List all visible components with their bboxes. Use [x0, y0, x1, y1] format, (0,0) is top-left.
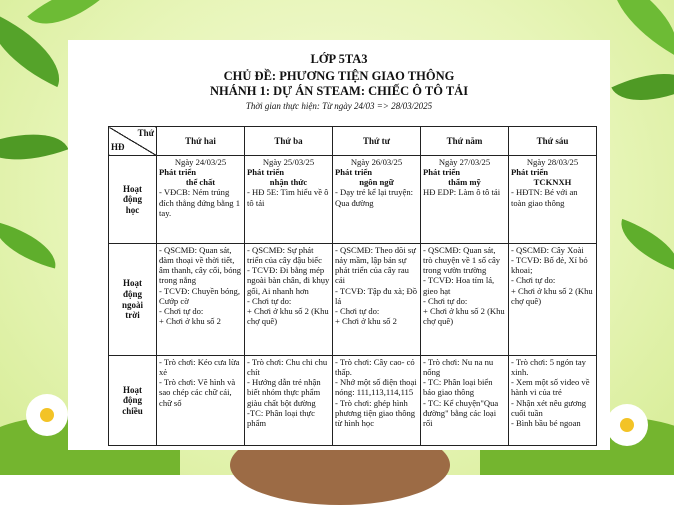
- activity-label-word: động: [122, 288, 142, 299]
- day-header: Thứ ba: [245, 127, 333, 156]
- cell-line: + Chơi ở khu số 2 (Khu chợ quê): [247, 305, 329, 326]
- cell-line: - TCVĐ: Đi bằng mép ngoài bàn chân, đi khụy gối, Ai nhanh hơn: [247, 265, 330, 296]
- period-text: Thời gian thực hiện: Từ ngày 24/03 => 28/03/2025: [245, 101, 433, 111]
- cell-subtitle: ngôn ngữ: [359, 177, 394, 188]
- cell-line: - QSCMĐ: Quan sát, đàm thoại về thời tiết, âm thanh, cây cối, bóng trong nắng: [159, 245, 242, 286]
- schedule-cell: [421, 244, 509, 356]
- schedule-cell: [157, 244, 245, 356]
- flower-decoration: [612, 410, 642, 440]
- cell-date: Ngày 26/03/25: [350, 157, 403, 167]
- cell-line: - Bình bầu bé ngoan: [511, 417, 581, 428]
- cell-line: HĐ EDP: Làm ô tô tải: [423, 187, 501, 198]
- cell-line: - QSCMĐ: Theo dõi sự nảy mầm, lập bản sự phát triển của cây rau cải: [335, 245, 416, 286]
- cell-title: Phát triển: [159, 167, 196, 178]
- cell-line: - TCVĐ: Bố đẻ, Xỉ bỏ khoai;: [511, 255, 588, 276]
- flower-decoration: [32, 400, 62, 430]
- schedule-cell: [245, 356, 333, 446]
- cell-line: - Chơi tự do:: [511, 275, 556, 286]
- cell-line: - TC: Kể chuyện"Qua đường" bằng các loại rối: [423, 397, 499, 428]
- schedule-cell: [509, 156, 597, 244]
- activity-label-word: Hoạt: [123, 384, 142, 395]
- schedule-cell: [421, 156, 509, 244]
- cell-line: - Trò chơi: Chu chi chu chít: [247, 357, 328, 378]
- cell-line: - Trò chơi: Vẽ hình và sao chép các chữ cái, chữ số: [159, 377, 236, 408]
- activity-label: [109, 156, 157, 244]
- cell-date: Ngày 27/03/25: [438, 157, 491, 167]
- cell-line: + Chơi ở khu số 2: [159, 315, 221, 326]
- cell-subtitle: thể chất: [185, 177, 216, 188]
- activity-label-word: học: [125, 204, 140, 215]
- cell-date: Ngày 28/03/25: [526, 157, 579, 167]
- cell-line: - QSCMĐ: Quan sát, trò chuyện về 1 số cây trong vườn trường: [423, 245, 501, 276]
- cell-line: - Trò chơi: Kéo cưa lừa xẻ: [159, 357, 240, 378]
- cell-line: + Chơi ở khu số 2 (Khu chợ quê): [423, 305, 505, 326]
- branch-title: NHÁNH 1: DỰ ÁN STEAM: CHIẾC Ô TÔ TẢI: [209, 84, 469, 98]
- cell-line: - Chơi tự do:: [423, 295, 468, 306]
- table-header-row: [109, 127, 597, 156]
- cell-line: - TCVĐ: Chuyền bóng, Cướp cờ: [159, 285, 241, 306]
- activity-label-word: Hoạt: [123, 183, 142, 194]
- activity-label-word: động: [122, 194, 142, 205]
- cell-line: - Dạy trẻ kể lại truyện: Qua đường: [335, 187, 414, 208]
- schedule-cell: [509, 356, 597, 446]
- cell-line: + Chơi ở khu số 2: [335, 315, 397, 326]
- theme-title: CHỦ ĐỀ: PHƯƠNG TIỆN GIAO THÔNG: [223, 69, 455, 83]
- day-header: Thứ tư: [333, 127, 421, 156]
- day-header: Thứ năm: [421, 127, 509, 156]
- day-header: Thứ sáu: [509, 127, 597, 156]
- schedule-cell: [333, 156, 421, 244]
- schedule-cell: [333, 356, 421, 446]
- cell-line: - HĐ 5E: Tìm hiểu về ô tô tải: [247, 187, 329, 208]
- cell-line: - Trò chơi: Cây cao- cỏ thấp.: [335, 357, 415, 378]
- schedule-sheet: [68, 40, 610, 450]
- activity-label-word: động: [122, 395, 142, 406]
- cell-title: Phát triển: [247, 167, 284, 178]
- cell-line: - Chơi tự do:: [159, 305, 204, 316]
- schedule-cell: [509, 244, 597, 356]
- schedule-cell: [157, 356, 245, 446]
- cell-line: - TCVĐ: Hoa tím lá, gieo hạt: [423, 275, 495, 296]
- cell-date: Ngày 24/03/25: [174, 157, 227, 167]
- cell-line: - Chơi tự do:: [335, 305, 380, 316]
- cell-date: Ngày 25/03/25: [262, 157, 315, 167]
- schedule-cell: [333, 244, 421, 356]
- cell-line: - Trò chơi: 5 ngón tay xinh.: [511, 357, 586, 378]
- cell-line: - TCVĐ: Tập đu xà; Đồ lá: [335, 285, 418, 306]
- table-row: [109, 244, 597, 356]
- cell-title: Phát triển: [511, 167, 548, 178]
- activity-label-word: chiều: [122, 405, 143, 416]
- corner-cell: [109, 127, 157, 156]
- corner-top-label: Thứ: [137, 128, 154, 138]
- cell-line: - Trò chơi: ghép hình phương tiện giao thông từ hình học: [335, 397, 416, 428]
- corner-bottom-label: HĐ: [111, 142, 125, 153]
- cell-line: - Nhận xét nêu gương cuối tuần: [511, 397, 587, 418]
- schedule-cell: [157, 156, 245, 244]
- activity-label: [109, 356, 157, 446]
- activity-label-word: trời: [125, 310, 140, 321]
- cell-title: Phát triển: [335, 167, 372, 178]
- schedule-cell: [245, 156, 333, 244]
- cell-line: - TC: Phân loại biển báo giao thông: [423, 377, 493, 398]
- cell-line: - QSCMĐ: Cây Xoài: [511, 245, 584, 255]
- day-header: Thứ hai: [157, 127, 245, 156]
- cell-subtitle: thẩm mỹ: [448, 177, 481, 188]
- cell-subtitle: TCKNXH: [533, 177, 572, 188]
- cell-line: - Hướng dẫn trẻ nhận biết nhóm thực phẩm giàu chất bột đường: [247, 377, 321, 408]
- cell-subtitle: nhận thức: [269, 177, 308, 188]
- activity-label-word: ngoài: [121, 299, 143, 310]
- class-name: LỚP 5TA3: [310, 52, 368, 66]
- cell-line: + Chơi ở khu số 2 (Khu chợ quê): [511, 285, 593, 306]
- cell-line: - HĐTN: Bé với an toàn giao thông: [511, 187, 578, 208]
- activity-label: [109, 244, 157, 356]
- schedule-cell: [245, 244, 333, 356]
- cell-line: -TC: Phân loại thực phẩm: [247, 407, 315, 428]
- schedule-table: [108, 126, 597, 446]
- cell-line: - VĐCB: Ném trúng đích thẳng đứng bằng 1 tay.: [159, 187, 241, 218]
- cell-line: - QSCMĐ: Sự phát triển của cây đậu biếc: [247, 245, 322, 266]
- schedule-cell: [421, 356, 509, 446]
- table-row: [109, 156, 597, 244]
- activity-label-word: Hoạt: [123, 278, 142, 289]
- cell-line: - Xem một số video về hành vi của trẻ: [511, 377, 590, 398]
- table-row: [109, 356, 597, 446]
- cell-line: - Nhớ một số điện thoại nóng: 111,113,114,115: [335, 377, 417, 398]
- cell-line: - Chơi tự do:: [247, 295, 292, 306]
- cell-line: - Trò chơi: Nu na nu nống: [423, 357, 494, 378]
- cell-title: Phát triển: [423, 167, 460, 178]
